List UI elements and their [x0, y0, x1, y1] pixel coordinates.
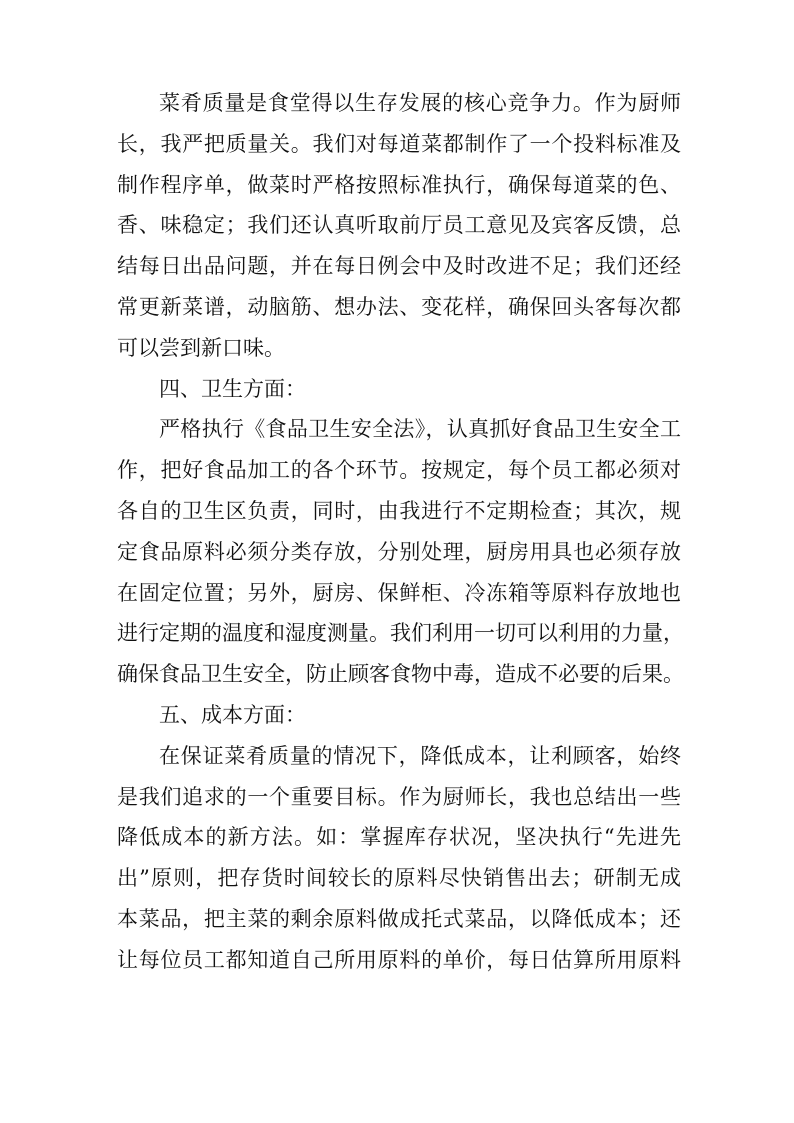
paragraph-line: 降低成本的新方法。如：掌握库存状况，坚决执行“先进先: [117, 825, 681, 850]
paragraph-line: 菜肴质量是食堂得以生存发展的核心竞争力。作为厨师: [159, 91, 681, 115]
paragraph-line: 结每日出品问题，并在每日例会中及时改进不足；我们还经: [117, 254, 681, 279]
section-heading: 五、成本方面：: [159, 703, 306, 727]
paragraph-line: 可以尝到新口味。: [117, 335, 285, 360]
paragraph-line: 香、味稳定；我们还认真听取前厅员工意见及宾客反馈，总: [117, 213, 681, 238]
paragraph-line: 是我们追求的一个重要目标。作为厨师长，我也总结出一些: [117, 784, 681, 809]
paragraph-line: 定食品原料必须分类存放，分别处理，厨房用具也必须存放: [117, 539, 681, 564]
paragraph-line: 常更新菜谱，动脑筋、想办法、变花样，确保回头客每次都: [117, 295, 681, 319]
paragraph-line: 本菜品，把主菜的剩余原料做成托式菜品，以降低成本；还: [117, 907, 681, 931]
paragraph-line: 在固定位置；另外，厨房、保鲜柜、冷冻箱等原料存放地也: [117, 580, 681, 605]
paragraph-line: 严格执行《食品卫生安全法》，认真抓好食品卫生安全工: [159, 417, 681, 442]
paragraph-line: 确保食品卫生安全，防止顾客食物中毒，造成不必要的后果。: [117, 662, 684, 687]
paragraph-line: 出”原则，把存货时间较长的原料尽快销售出去；研制无成: [117, 866, 681, 891]
section-heading: 四、卫生方面：: [159, 376, 306, 401]
paragraph-line: 长，我严把质量关。我们对每道菜都制作了一个投料标准及: [117, 131, 681, 156]
paragraph-line: 进行定期的温度和湿度测量。我们利用一切可以利用的力量，: [117, 621, 684, 646]
paragraph-line: 制作程序单，做菜时严格按照标准执行，确保每道菜的色、: [117, 172, 681, 197]
paragraph-line: 各自的卫生区负责，同时，由我进行不定期检查；其次，规: [117, 499, 681, 523]
paragraph-line: 让每位员工都知道自己所用原料的单价，每日估算所用原料: [117, 947, 681, 972]
paragraph-line: 在保证菜肴质量的情况下，降低成本，让利顾客，始终: [159, 743, 681, 768]
paragraph-line: 作，把好食品加工的各个环节。按规定，每个员工都必须对: [117, 458, 681, 483]
